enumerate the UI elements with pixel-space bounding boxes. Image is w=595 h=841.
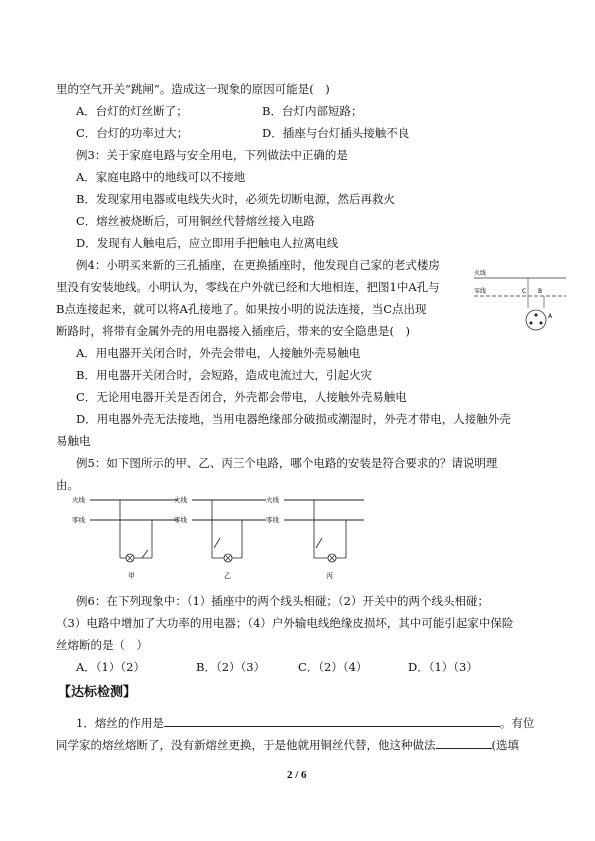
figure1-neutral-label: 零线 [474, 288, 487, 295]
text-line: （3）电路中增加了大功率的用电器；（4）户外输电线绝缘皮损坏，其中可能引起家中保险 [56, 616, 514, 630]
figure-1-socket-wiring [470, 262, 570, 334]
question-1-line-1 [76, 714, 534, 730]
text-line: A．台灯的灯丝断了； [76, 104, 188, 118]
switch-icon [214, 538, 220, 548]
q1-text-a: 1．熔丝的作用是 [76, 716, 164, 730]
q1-answer-blank-1[interactable] [164, 714, 500, 727]
text-line: 例5：如下图所示的甲、乙、丙三个电路，哪个电路的安装是符合要求的？请说明理 [76, 456, 498, 470]
text-line: B．（2）（3） [196, 660, 266, 674]
example-5-circuits [70, 492, 370, 584]
figure1-live-label: 火线 [474, 270, 487, 277]
circuit-bing-live-label: 火线 [266, 496, 279, 504]
text-line: C．台灯的功率过大； [76, 126, 189, 140]
text-line: 里没有安装地线。小明认为，零线在户外就已经和大地相连，把图1中A孔与 [56, 280, 440, 294]
circuit-jia [72, 495, 178, 580]
text-line: A．家庭电路中的地线可以不接地 [76, 170, 246, 184]
text-line: D．发现有人触电后，应立即用手把触电人拉离电线 [76, 236, 339, 250]
switch-icon [316, 538, 322, 548]
text-line: 由。 [56, 478, 79, 492]
text-line: D．插座与台灯插头接触不良 [262, 126, 410, 140]
figure1-hole-a: A [548, 313, 553, 320]
text-line: C．（2）（4） [298, 660, 368, 674]
text-line: 例3：关于家庭电路与安全用电，下列做法中正确的是 [76, 148, 348, 162]
section-heading: 【达标检测】 [58, 685, 137, 700]
q1-answer-blank-2[interactable] [436, 736, 492, 749]
text-line: 例6：在下列现象中：（1）插座中的两个线头相碰；（2）开关中的两个线头相碰； [76, 594, 489, 608]
text-line: D．（1）（3） [408, 660, 478, 674]
page-number: 2 / 6 [287, 769, 307, 781]
text-line: 易触电 [56, 434, 91, 448]
text-line: 丝熔断的是（ ） [56, 638, 148, 652]
text-line: C．熔丝被烧断后，可用铜丝代替熔丝接入电路 [76, 214, 315, 228]
circuit-yi-neutral-label: 零线 [174, 516, 187, 524]
circuit-bing-label: 丙 [326, 572, 333, 580]
switch-icon [142, 550, 148, 558]
circuit-jia-neutral-label: 零线 [72, 516, 85, 524]
text-line: 例4：小明买来新的三孔插座，在更换插座时，他发现自己家的老式楼房 [76, 258, 440, 272]
circuit-bing-neutral-label: 零线 [266, 516, 279, 524]
text-line: D．用电器外壳无法接地，当用电器绝缘部分破损或潮湿时，外壳才带电，人接触外壳 [76, 412, 511, 426]
text-line: 里的空气开关“跳闸”。造成这一现象的原因可能是( ) [56, 82, 330, 96]
q1-text-c: 同学家的熔丝熔断了，没有新熔丝更换，于是他就用铜丝代替，他这种做法 [56, 738, 436, 752]
circuit-bing [266, 495, 364, 580]
q1-text-d: (选填 [491, 738, 519, 752]
circuit-jia-live-label: 火线 [72, 496, 85, 504]
circuit-yi [174, 495, 266, 580]
circuit-yi-label: 乙 [224, 572, 231, 580]
question-1-line-2 [56, 736, 519, 752]
text-line: B点连接起来，就可以将A孔接地了。如果按小明的说法连接，当C点出现 [56, 302, 427, 316]
text-line: B．用电器开关闭合时，会短路，造成电流过大，引起火灾 [76, 368, 372, 382]
circuit-jia-label: 甲 [128, 572, 135, 580]
circuit-yi-live-label: 火线 [174, 496, 187, 504]
figure1-point-c: C [522, 288, 527, 295]
text-line: B．发现家用电器或电线失火时，必须先切断电源，然后再救火 [76, 192, 395, 206]
q1-text-b: 。有位 [499, 716, 535, 730]
socket-icon [526, 310, 546, 330]
text-line: 断路时，将带有金属外壳的用电器接入插座后，带来的安全隐患是( ) [56, 324, 410, 338]
text-line: A．用电器开关闭合时，外壳会带电，人接触外壳易触电 [76, 346, 361, 360]
text-line: B．台灯内部短路； [262, 104, 363, 118]
text-line: C．无论用电器开关是否闭合，外壳都会带电，人接触外壳易触电 [76, 390, 407, 404]
text-line: A．（1）（2） [76, 660, 145, 674]
figure1-point-b: B [538, 288, 543, 295]
